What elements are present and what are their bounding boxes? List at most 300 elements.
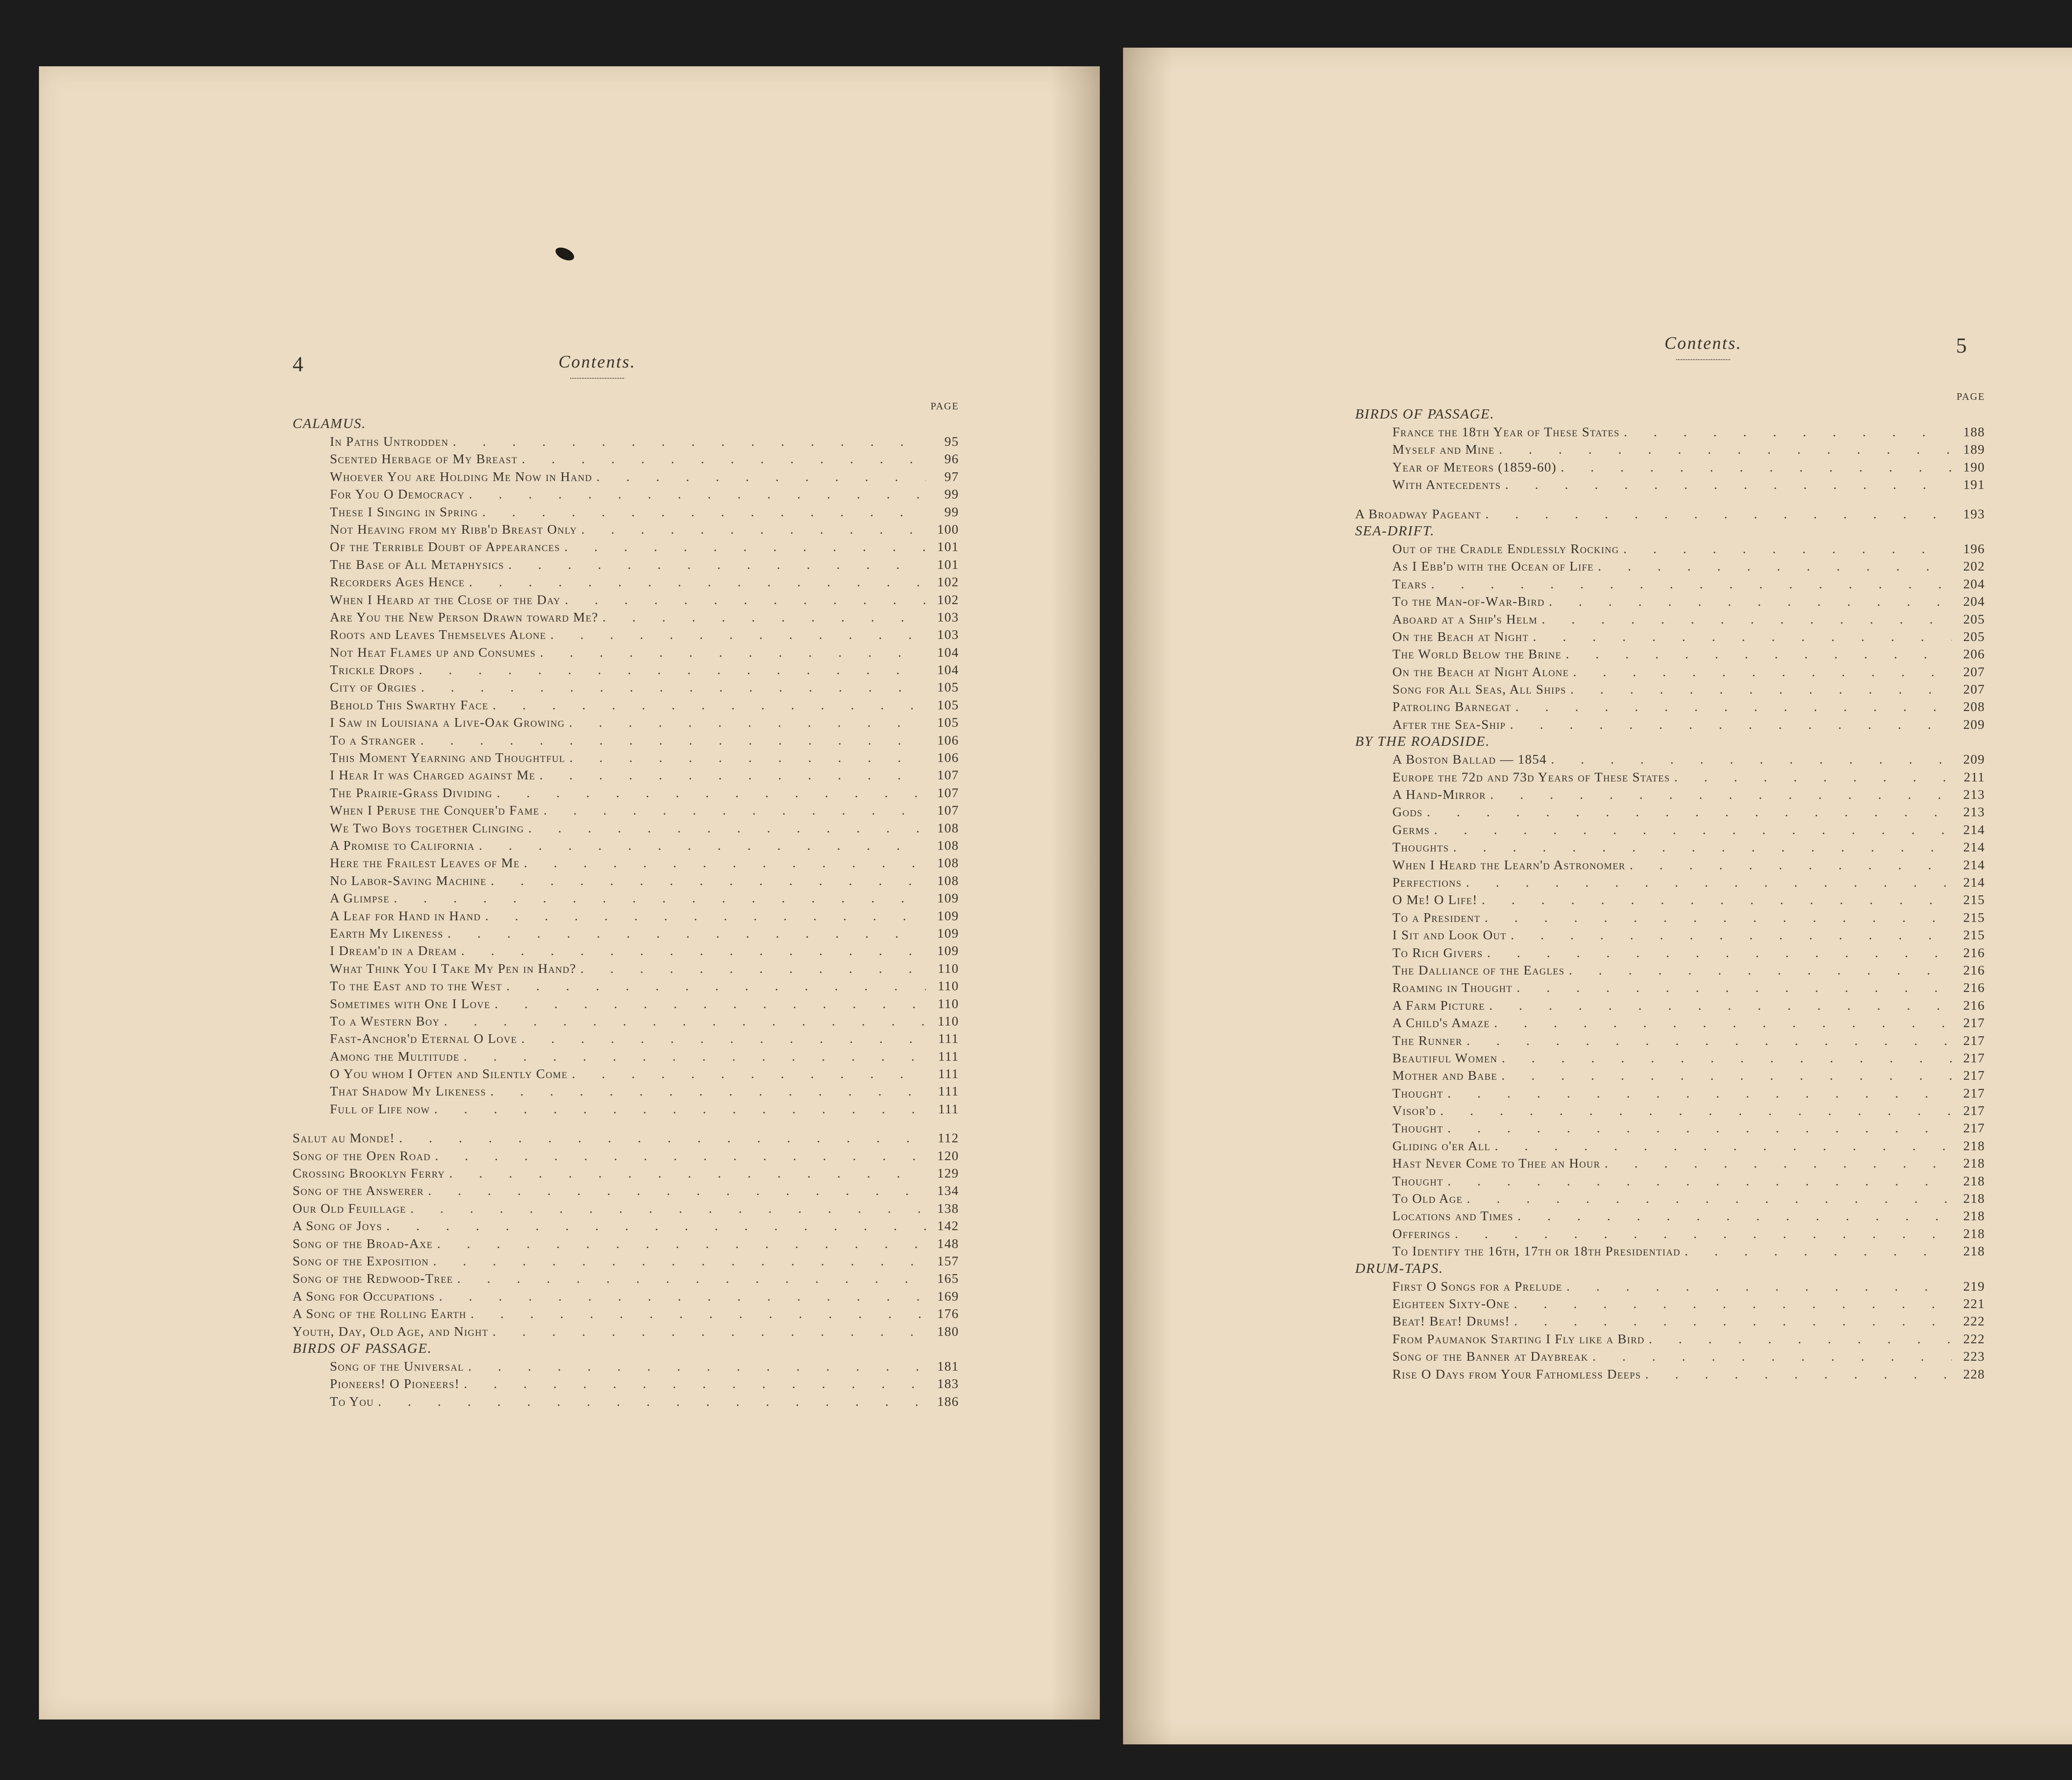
- contents-entry: [293, 678, 959, 696]
- contents-entry: [1355, 663, 1985, 680]
- entry-page-number: 108: [937, 837, 959, 853]
- contents-entry: [293, 766, 959, 784]
- entry-page-number: 218: [1963, 1138, 1985, 1153]
- dot-leader: [394, 889, 926, 907]
- entry-page-number: 111: [938, 1083, 959, 1099]
- contents-entry: [1355, 1102, 1985, 1119]
- dot-leader: [437, 1235, 926, 1252]
- contents-entry: [293, 520, 959, 538]
- entry-title: To the East and to the West: [330, 978, 502, 994]
- dot-leader: [1447, 1172, 1952, 1190]
- dot-leader: [1515, 698, 1952, 715]
- entry-page-number: 218: [1963, 1243, 1985, 1259]
- entry-page-number: 109: [937, 925, 959, 941]
- dot-leader: [464, 1375, 926, 1392]
- dot-leader: [410, 1200, 926, 1217]
- contents-entry: [1355, 1084, 1985, 1102]
- dot-leader: [1455, 1225, 1952, 1242]
- entry-title: Are You the New Person Drawn toward Me?: [330, 609, 598, 624]
- contents-entry: [293, 907, 959, 924]
- entry-page-number: 99: [944, 486, 959, 502]
- entry-page-number: 110: [937, 996, 959, 1011]
- dot-leader: [1510, 716, 1952, 733]
- contents-entry: [1355, 505, 1985, 522]
- entry-page-number: 110: [937, 960, 959, 976]
- entry-page-number: 219: [1963, 1278, 1985, 1294]
- dot-leader: [1561, 458, 1952, 476]
- entry-page-number: 213: [1963, 804, 1985, 820]
- dot-leader: [491, 872, 926, 889]
- dot-leader: [1533, 628, 1952, 645]
- dot-leader: [435, 1147, 926, 1164]
- dot-leader: [603, 608, 926, 626]
- dot-leader: [569, 713, 926, 731]
- entry-title: Myself and Mine: [1392, 442, 1495, 457]
- section-heading: BIRDS OF PASSAGE.: [1355, 406, 1495, 422]
- contents-entry: [1355, 1330, 1985, 1347]
- entry-title: As I Ebb'd with the Ocean of Life: [1392, 559, 1594, 574]
- entry-page-number: 104: [937, 662, 959, 677]
- dot-leader: [1466, 873, 1952, 891]
- contents-entry: [293, 1393, 959, 1410]
- dot-leader: [1514, 1312, 1952, 1330]
- contents-entry: [1355, 944, 1985, 961]
- dot-leader: [1485, 505, 1952, 522]
- entry-title: Not Heat Flames up and Consumes: [330, 644, 536, 660]
- entry-title: Tears: [1392, 576, 1427, 591]
- contents-entry: [293, 556, 959, 573]
- dot-leader: [490, 1082, 926, 1100]
- dot-leader: [1467, 1032, 1952, 1049]
- dot-leader: [1487, 944, 1952, 961]
- entry-title: For You O Democracy: [330, 486, 465, 502]
- dot-leader: [1505, 476, 1952, 493]
- dot-leader: [1489, 996, 1952, 1014]
- entry-page-number: 106: [937, 750, 959, 765]
- entry-page-number: 104: [937, 644, 959, 660]
- entry-page-number: 206: [1963, 646, 1985, 662]
- entry-title: Thought: [1392, 1120, 1443, 1136]
- dot-leader: [479, 837, 926, 854]
- entry-page-number: 218: [1963, 1173, 1985, 1188]
- entry-title: Sometimes with One I Love: [330, 996, 491, 1011]
- entry-page-number: 218: [1963, 1156, 1985, 1171]
- contents-entry: [1355, 1032, 1985, 1049]
- contents-entry: [1355, 891, 1985, 908]
- page-column-label: PAGE: [1956, 392, 1985, 402]
- dot-leader: [524, 854, 926, 871]
- contents-entry: [293, 696, 959, 713]
- entry-title: On the Beach at Night: [1392, 629, 1529, 644]
- entry-page-number: 186: [937, 1393, 959, 1409]
- contents-entry: [293, 995, 959, 1012]
- contents-entry: [293, 1217, 959, 1234]
- contents-entry: [1355, 979, 1985, 996]
- dot-leader: [1447, 1084, 1952, 1102]
- dot-leader: [1566, 645, 1952, 663]
- dot-leader: [1447, 1119, 1952, 1137]
- dot-leader: [421, 678, 926, 696]
- entry-title: In Paths Untrodden: [330, 434, 449, 449]
- contents-entry: [293, 1323, 959, 1340]
- entry-title: The Base of All Metaphysics: [330, 556, 504, 572]
- entry-title: The Prairie-Grass Dividing: [330, 785, 493, 800]
- dot-leader: [464, 1047, 926, 1065]
- dot-leader: [596, 468, 926, 485]
- dot-leader: [1484, 909, 1952, 926]
- contents-entry: [1355, 1347, 1985, 1365]
- dot-leader: [496, 784, 926, 801]
- entry-title: To a Western Boy: [330, 1013, 440, 1028]
- section-gap: [293, 1117, 959, 1129]
- contents-entry: [1355, 593, 1985, 610]
- dot-leader: [471, 1305, 926, 1322]
- entry-page-number: 208: [1963, 699, 1985, 714]
- contents-entry: [293, 1065, 959, 1082]
- entry-page-number: 106: [937, 732, 959, 747]
- entry-page-number: 204: [1963, 594, 1985, 609]
- contents-entry: [293, 1182, 959, 1199]
- contents-entry: [293, 538, 959, 555]
- dot-leader: [1427, 803, 1952, 820]
- entry-page-number: 217: [1963, 1033, 1985, 1048]
- entry-page-number: 157: [937, 1253, 959, 1268]
- entry-page-number: 109: [937, 943, 959, 958]
- entry-page-number: 183: [937, 1376, 959, 1391]
- entry-title: Recorders Ages Hence: [330, 574, 465, 590]
- entry-page-number: 108: [937, 855, 959, 871]
- entry-page-number: 228: [1963, 1366, 1985, 1381]
- contents-entry: [1355, 803, 1985, 820]
- entry-title: Gods: [1392, 804, 1423, 820]
- contents-entry: [1355, 1067, 1985, 1084]
- dot-leader: [1569, 961, 1952, 979]
- dot-leader: [572, 1065, 926, 1082]
- dot-leader: [1598, 557, 1952, 575]
- entry-page-number: 205: [1963, 629, 1985, 644]
- contents-entry: [1355, 1190, 1985, 1207]
- entry-page-number: 215: [1963, 927, 1985, 943]
- contents-entry: [293, 713, 959, 731]
- dot-leader: [1431, 575, 1952, 593]
- contents-entry: [293, 503, 959, 520]
- contents-entry: [1355, 768, 1985, 786]
- entry-page-number: 107: [937, 767, 959, 783]
- entry-title: Whoever You are Holding Me Now in Hand: [330, 469, 593, 484]
- contents-entry: [293, 591, 959, 608]
- entry-page-number: 105: [937, 680, 959, 695]
- contents-entry: [1355, 476, 1985, 493]
- entry-page-number: 96: [944, 451, 959, 467]
- dot-leader: [540, 643, 926, 661]
- entry-title: Song of the Universal: [330, 1358, 464, 1374]
- entry-page-number: 105: [937, 715, 959, 730]
- dot-leader: [493, 1323, 926, 1340]
- entry-page-number: 215: [1963, 909, 1985, 925]
- entry-title: Scented Herbage of My Breast: [330, 451, 518, 467]
- entry-title: Perfections: [1392, 874, 1462, 890]
- contents-entry: [293, 626, 959, 643]
- contents-entry: [293, 837, 959, 854]
- entry-title: Salut au Monde!: [293, 1130, 395, 1146]
- dot-leader: [1623, 540, 1952, 557]
- contents-entry: [1355, 423, 1985, 440]
- contents-entry: [1355, 909, 1985, 926]
- entry-page-number: 193: [1963, 506, 1985, 521]
- entry-title: To Rich Givers: [1392, 945, 1483, 960]
- entry-page-number: 214: [1963, 839, 1985, 855]
- dot-leader: [448, 924, 926, 942]
- entry-title: To a President: [1392, 909, 1481, 925]
- spine-shadow: [1123, 48, 1173, 1744]
- entry-title: First O Songs for a Prelude: [1392, 1278, 1563, 1294]
- contents-entry: [1355, 698, 1985, 715]
- entry-page-number: 102: [937, 592, 959, 607]
- entry-title: Behold This Swarthy Face: [330, 697, 489, 712]
- contents-entry: [293, 1030, 959, 1047]
- entry-title: Beat! Beat! Drums!: [1392, 1313, 1510, 1329]
- entry-title: Rise O Days from Your Fathomless Deeps: [1392, 1366, 1641, 1381]
- entry-page-number: 191: [1963, 477, 1985, 492]
- entry-page-number: 207: [1963, 664, 1985, 679]
- dot-leader: [468, 1357, 926, 1375]
- contents-entry: [1355, 856, 1985, 873]
- entry-title: Thought: [1392, 1173, 1443, 1188]
- dot-leader: [528, 819, 926, 837]
- entry-page-number: 222: [1963, 1331, 1985, 1346]
- contents-entry: [293, 1082, 959, 1100]
- dot-leader: [581, 520, 926, 538]
- contents-entry: [293, 1375, 959, 1392]
- dot-leader: [1593, 1347, 1952, 1365]
- entry-title: Earth My Likeness: [330, 925, 443, 941]
- entry-page-number: 214: [1963, 822, 1985, 837]
- entry-title: Song of the Banner at Daybreak: [1392, 1349, 1588, 1364]
- contents-entry: [293, 661, 959, 678]
- running-head-text: Contents.: [1664, 334, 1742, 353]
- entry-page-number: 111: [938, 1031, 959, 1046]
- contents-entry: [1355, 996, 1985, 1014]
- contents-entry: [293, 749, 959, 766]
- entry-title: Fast-Anchor'd Eternal O Love: [330, 1031, 517, 1046]
- entry-title: A Song for Occupations: [293, 1288, 435, 1304]
- entry-page-number: 108: [937, 820, 959, 835]
- entry-title: To the Man-of-War-Bird: [1392, 594, 1545, 609]
- entry-page-number: 108: [937, 873, 959, 888]
- contents-entry: [1355, 680, 1985, 698]
- contents-entry: [293, 872, 959, 889]
- dot-leader: [1502, 1049, 1952, 1067]
- entry-title: To a Stranger: [330, 732, 416, 747]
- entry-title: A Child's Amaze: [1392, 1015, 1490, 1030]
- entry-title: That Shadow My Likeness: [330, 1083, 487, 1099]
- entry-title: These I Singing in Spring: [330, 504, 478, 519]
- entry-title: A Boston Ballad — 1854: [1392, 752, 1547, 767]
- contents-entry: [1355, 750, 1985, 768]
- dot-leader: [469, 485, 926, 503]
- entry-title: Song of the Open Road: [293, 1148, 431, 1163]
- contents-entry: [1355, 1049, 1985, 1067]
- contents-entry: [1355, 557, 1985, 575]
- contents-entry: [1355, 628, 1985, 645]
- entry-page-number: 109: [937, 890, 959, 906]
- entry-page-number: 176: [937, 1306, 959, 1321]
- entry-title: To You: [330, 1393, 374, 1409]
- contents-entry: [293, 960, 959, 977]
- dot-leader: [419, 661, 926, 678]
- entry-page-number: 107: [937, 803, 959, 818]
- contents-list: [293, 401, 959, 1410]
- contents-entry: [293, 573, 959, 590]
- entry-title: Gliding o'er All: [1392, 1138, 1491, 1153]
- entry-title: To Old Age: [1392, 1191, 1463, 1206]
- dot-leader: [1495, 1137, 1952, 1154]
- contents-entry: [1355, 1277, 1985, 1295]
- dot-leader: [461, 942, 926, 959]
- entry-title: On the Beach at Night Alone: [1392, 664, 1569, 679]
- contents-entry: [293, 643, 959, 661]
- entry-page-number: 100: [937, 521, 959, 537]
- entry-page-number: 196: [1963, 541, 1985, 556]
- contents-entry: [293, 889, 959, 907]
- dot-leader: [565, 591, 926, 608]
- dot-leader: [1645, 1365, 1952, 1383]
- ink-mark: [554, 245, 576, 263]
- entry-page-number: 204: [1963, 576, 1985, 591]
- section-heading: SEA-DRIFT.: [1355, 523, 1435, 539]
- entry-title: Germs: [1392, 822, 1430, 837]
- dot-leader: [444, 1012, 926, 1030]
- entry-page-number: 216: [1963, 945, 1985, 960]
- entry-title: The Runner: [1392, 1033, 1462, 1048]
- entry-title: Offerings: [1392, 1226, 1451, 1241]
- entry-page-number: 103: [937, 609, 959, 624]
- entry-page-number: 95: [944, 434, 959, 449]
- contents-list: [1355, 392, 1985, 1383]
- entry-title: Song of the Answerer: [293, 1183, 424, 1198]
- entry-page-number: 189: [1963, 442, 1985, 457]
- contents-entry: [293, 1200, 959, 1217]
- dot-leader: [1494, 1014, 1952, 1031]
- entry-title: Among the Multitude: [330, 1048, 460, 1064]
- dot-leader: [522, 450, 926, 467]
- dot-leader: [1685, 1242, 1952, 1260]
- entry-title: A Promise to California: [330, 837, 475, 853]
- entry-page-number: 205: [1963, 611, 1985, 626]
- contents-entry: [293, 784, 959, 801]
- contents-entry: [293, 819, 959, 837]
- entry-title: A Farm Picture: [1392, 997, 1485, 1013]
- dot-leader: [434, 1100, 926, 1117]
- contents-entry: [1355, 838, 1985, 856]
- contents-entry: [293, 1047, 959, 1065]
- dot-leader: [521, 1030, 926, 1047]
- entry-page-number: 109: [937, 908, 959, 923]
- dot-leader: [1649, 1330, 1952, 1347]
- dot-leader: [1624, 423, 1952, 440]
- left-page: [39, 66, 1100, 1720]
- entry-title: Full of Life now: [330, 1101, 430, 1116]
- dot-leader: [1511, 926, 1952, 943]
- contents-entry: [293, 1305, 959, 1322]
- entry-page-number: 180: [937, 1323, 959, 1339]
- dot-leader: [1674, 768, 1952, 786]
- entry-title: Out of the Cradle Endlessly Rocking: [1392, 541, 1619, 556]
- entry-title: Thoughts: [1392, 839, 1449, 855]
- contents-entry: [293, 1100, 959, 1117]
- section-gap: [1355, 493, 1985, 505]
- entry-page-number: 148: [937, 1236, 959, 1251]
- dot-leader: [485, 907, 926, 924]
- contents-entry: [1355, 458, 1985, 476]
- entry-page-number: 169: [937, 1288, 959, 1304]
- entry-page-number: 101: [937, 539, 959, 554]
- dot-leader: [1629, 856, 1952, 873]
- dot-leader: [1551, 750, 1952, 768]
- page-column-label: PAGE: [930, 401, 959, 412]
- contents-entry: [1355, 440, 1985, 458]
- entry-title: When I Peruse the Conquer'd Fame: [330, 803, 540, 818]
- dot-leader: [550, 626, 926, 643]
- entry-page-number: 111: [938, 1066, 959, 1081]
- contents-entry: [293, 977, 959, 994]
- dot-leader: [1453, 838, 1952, 856]
- contents-entry: [1355, 1154, 1985, 1172]
- dot-leader: [1518, 1207, 1952, 1224]
- dot-leader: [1571, 680, 1952, 698]
- dot-leader: [564, 538, 926, 555]
- dot-leader: [449, 1164, 926, 1182]
- running-head-rule: [570, 378, 624, 379]
- entry-page-number: 142: [937, 1218, 959, 1233]
- entry-page-number: 99: [944, 504, 959, 519]
- entry-page-number: 102: [937, 574, 959, 590]
- dot-leader: [1517, 979, 1952, 996]
- dot-leader: [399, 1129, 926, 1146]
- entry-page-number: 103: [937, 627, 959, 642]
- contents-entry: [1355, 1312, 1985, 1330]
- contents-entry: [1355, 1365, 1985, 1383]
- entry-title: Patroling Barnegat: [1392, 699, 1511, 714]
- entry-page-number: 211: [1963, 769, 1985, 784]
- entry-title: What Think You I Take My Pen in Hand?: [330, 960, 576, 976]
- contents-entry: [293, 731, 959, 749]
- entry-title: Europe the 72d and 73d Years of These States: [1392, 769, 1670, 784]
- entry-page-number: 110: [937, 978, 959, 994]
- entry-page-number: 105: [937, 697, 959, 712]
- contents-entry: [1355, 610, 1985, 628]
- entry-page-number: 190: [1963, 459, 1985, 474]
- entry-page-number: 209: [1963, 752, 1985, 767]
- entry-title: Beautiful Women: [1392, 1050, 1498, 1065]
- entry-title: A Song of Joys: [293, 1218, 382, 1233]
- section-heading: BIRDS OF PASSAGE.: [293, 1340, 432, 1356]
- section-heading: DRUM-TAPS.: [1355, 1260, 1443, 1276]
- entry-page-number: 218: [1963, 1226, 1985, 1241]
- dot-leader: [428, 1182, 926, 1199]
- entry-title: Hast Never Come to Thee an Hour: [1392, 1156, 1600, 1171]
- entry-page-number: 217: [1963, 1068, 1985, 1083]
- contents-entry: [1355, 1172, 1985, 1190]
- entry-page-number: 107: [937, 785, 959, 800]
- contents-entry: [1355, 873, 1985, 891]
- entry-title: A Song of the Rolling Earth: [293, 1306, 467, 1321]
- contents-entry: [1355, 1295, 1985, 1312]
- entry-title: I Dream'd in a Dream: [330, 943, 457, 958]
- contents-entry: [1355, 1119, 1985, 1137]
- dot-leader: [1514, 1295, 1952, 1312]
- contents-entry: [293, 1270, 959, 1287]
